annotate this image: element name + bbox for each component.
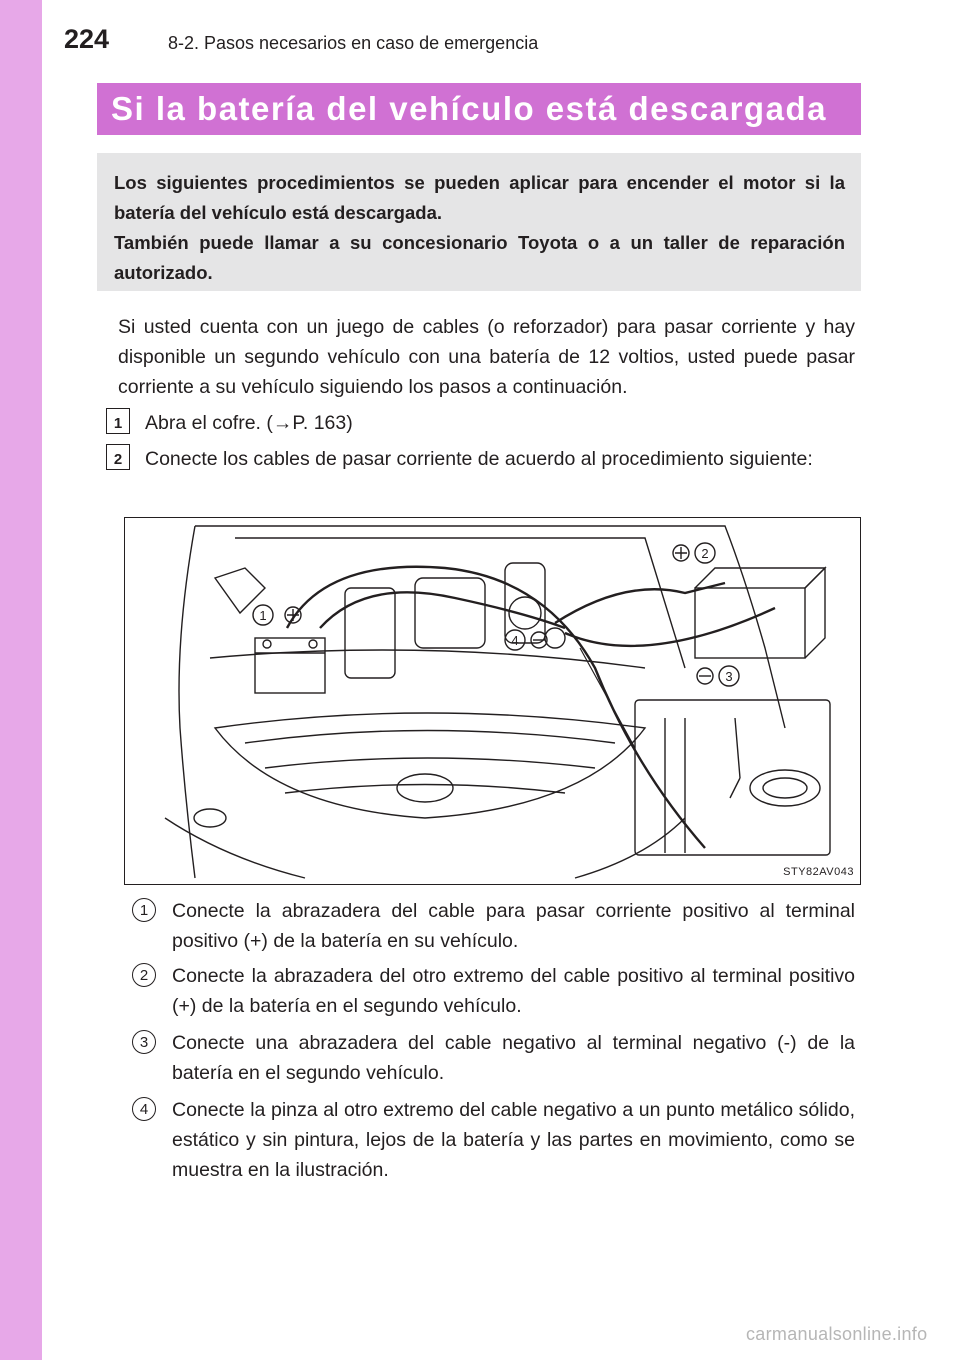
section-title: Si la batería del vehículo está descargada — [111, 90, 827, 127]
side-color-band — [0, 0, 42, 1360]
step-badge-2: 2 — [106, 444, 130, 470]
positive-cable — [287, 567, 705, 848]
emblem-shape — [397, 774, 453, 802]
page-number: 224 — [64, 24, 110, 54]
callout-3-label: 3 — [725, 669, 733, 684]
substep-text-1: Conecte la abrazadera del cable para pasar corriente positivo al terminal positivo (+) de la batería en su vehículo. — [172, 900, 855, 952]
body-paragraph: Si usted cuenta con un juego de cables (o reforzador) para pasar corriente y hay disponible un segundo vehículo con una batería de 12 voltios, usted puede pasar corriente a su vehículo siguiendo los pasos a continuación. — [118, 316, 855, 398]
own-battery-shape — [255, 638, 325, 693]
jump-start-illustration — [124, 517, 861, 885]
hood-outline — [195, 526, 785, 728]
inset-detail-box — [635, 700, 830, 855]
watermark: carmanualsonline.info — [746, 1324, 928, 1344]
intro-box — [97, 153, 861, 291]
negative-cable — [555, 583, 725, 623]
intro-line-1: Los siguientes procedimientos se pueden aplicar para encender el motor si la batería del vehículo está descargada. — [114, 172, 845, 223]
chapter-title: 8-2. Pasos necesarios en caso de emergencia — [168, 33, 539, 53]
substep-text-2: Conecte la abrazadera del otro extremo del cable positivo al terminal positivo (+) de la batería en el segundo vehículo. — [172, 965, 855, 1017]
callout-1-label: 1 — [259, 608, 267, 623]
substep-text-3: Conecte una abrazadera del cable negativo al terminal negativo (-) de la batería en el segundo vehículo. — [172, 1032, 855, 1084]
step-text-2: Conecte los cables de pasar corriente de acuerdo al procedimiento siguiente: — [145, 448, 813, 470]
fender-left — [179, 526, 195, 878]
intro-line-2: También puede llamar a su concesionario Toyota o a un taller de reparación autorizado. — [114, 232, 845, 283]
engine-bay-drawing — [125, 518, 860, 884]
substep-text-4: Conecte la pinza al otro extremo del cable negativo a un punto metálico sólido, estático y sin pintura, lejos de la batería y las partes en movimiento, como se muestra en la ilustración. — [172, 1099, 855, 1181]
substep-number-1: 1 — [132, 898, 156, 922]
step-badge-1: 1 — [106, 408, 130, 434]
section-banner — [97, 83, 861, 135]
figure-code: STY82AV043 — [783, 866, 854, 878]
substep-number-3: 3 — [132, 1030, 156, 1054]
substep-number-4: 4 — [132, 1097, 156, 1121]
substep-number-2: 2 — [132, 963, 156, 987]
step-text-1: Abra el cofre. (→P. 163) — [145, 412, 353, 434]
callout-4-label: 4 — [511, 633, 519, 648]
air-filter-shape — [345, 588, 395, 678]
callout-2-label: 2 — [701, 546, 709, 561]
